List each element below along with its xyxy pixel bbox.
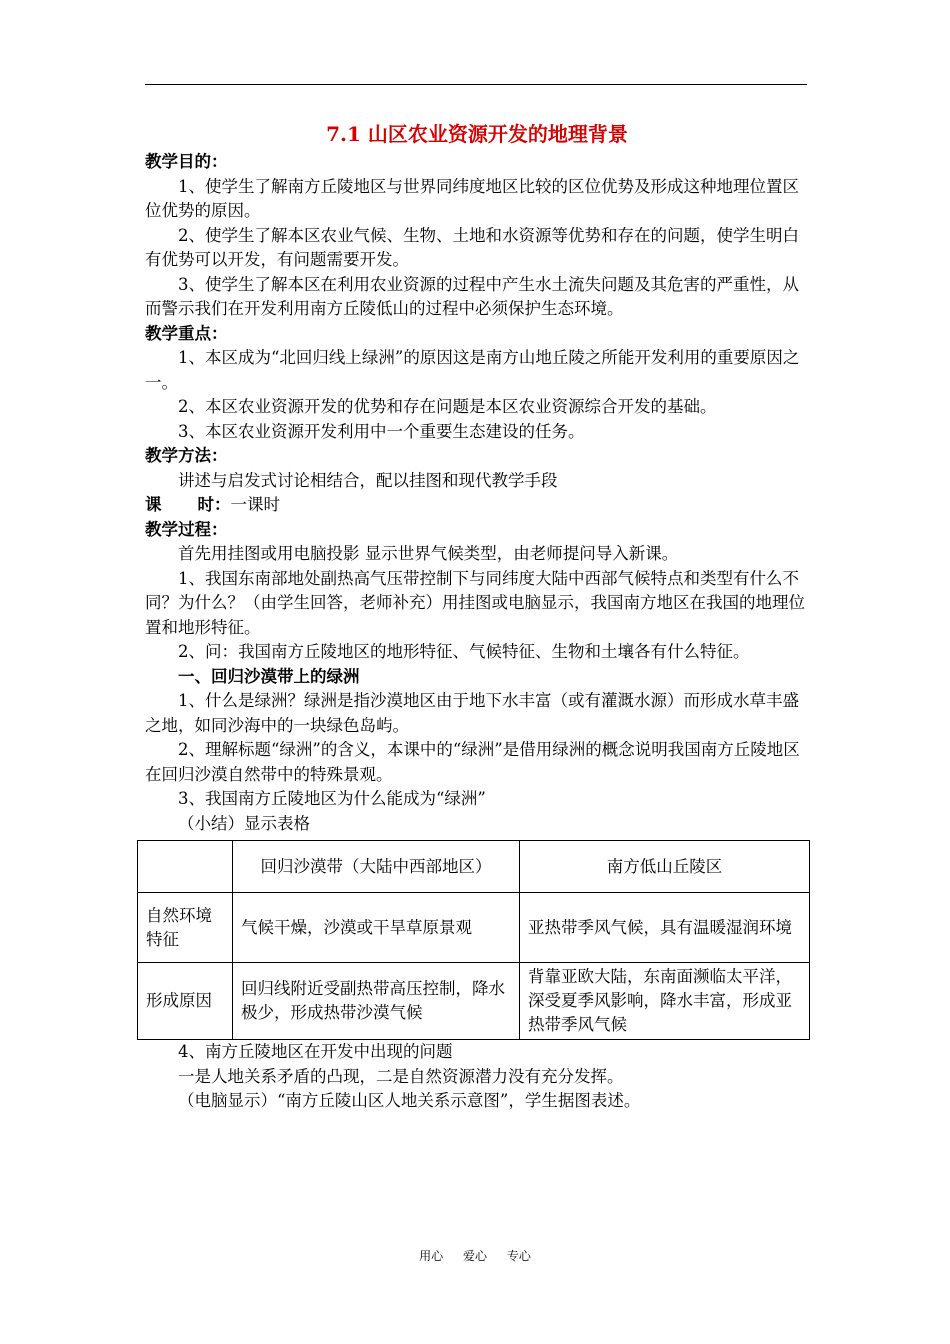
methods-heading: 教学方法： [145,446,228,465]
section1-para: 3、我国南方丘陵地区为什么能成为“绿洲” [178,789,486,808]
table-cell: 自然环境特征 [138,893,233,963]
table-cell: 气候干燥，沙漠或干旱草原景观 [233,893,520,963]
after-table-para: （电脑显示）“南方丘陵山区人地关系示意图”，学生据图表述。 [178,1091,641,1110]
after-table-para: 一是人地关系矛盾的凸现，二是自然资源潜力没有充分发挥。 [178,1066,624,1086]
table-header-cell: 南方低山丘陵区 [520,841,810,893]
document-body [145,120,809,1114]
objective-item: 1、使学生了解南方丘陵地区与世界同纬度地区比较的区位优势及形成这种地理位置区位优势的原因。 [145,176,799,220]
class-hours-label-b: 时： [197,495,231,514]
methods-text: 讲述与启发式讨论相结合，配以挂图和现代教学手段 [178,470,558,490]
table-header-cell [138,841,233,893]
key-point-item: 2、本区农业资源开发的优势和存在问题是本区农业资源综合开发的基础。 [178,397,717,416]
class-hours-line [145,493,809,518]
page-footer [0,1247,950,1264]
footer-text: 爱心 [462,1249,487,1263]
class-hours-value: 一课时 [230,495,280,514]
table-header-cell: 回归沙漠带（大陆中西部地区） [233,841,520,893]
process-heading: 教学过程： [145,519,228,539]
table-row [138,893,810,963]
objective-item: 2、使学生了解本区农业气候、生物、土地和水资源等优势和存在的问题，使学生明白有优势可以开发，有问题需要开发。 [145,225,799,269]
footer-text: 用心 [419,1249,444,1263]
objective-item: 3、使学生了解本区在利用农业资源的过程中产生水土流失问题及其危害的严重性，从而警示我们在开发利用南方丘陵低山的过程中必须保护生态环境。 [145,274,799,318]
table-header-row [138,841,810,893]
table-cell: 亚热带季风气候，具有温暖湿润环境 [520,893,810,963]
objectives-heading: 教学目的： [145,152,228,171]
table-cell: 回归线附近受副热带高压控制，降水极少，形成热带沙漠气候 [233,963,520,1040]
document-title: 7.1 山区农业资源开发的地理背景 [326,122,628,146]
section1-para: 2、理解标题“绿洲”的含义，本课中的“绿洲”是借用绿洲的概念说明我国南方丘陵地区在回归沙漠自然带中的特殊景观。 [145,740,800,784]
table-row [138,963,810,1040]
key-point-item: 1、本区成为“北回归线上绿洲”的原因这是南方山地丘陵之所能开发利用的重要原因之一。 [145,348,800,392]
section1-para: （小结）显示表格 [178,813,310,833]
class-hours-label-a: 课 [145,495,162,514]
after-table-para: 4、南方丘陵地区在开发中出现的问题 [178,1042,453,1061]
table-cell: 背靠亚欧大陆，东南面濒临太平洋，深受夏季风影响，降水丰富，形成亚热带季风气候 [520,963,810,1040]
process-para: 首先用挂图或用电脑投影 显示世界气候类型，由老师提问导入新课。 [178,544,679,563]
key-points-heading: 教学重点： [145,323,228,343]
key-point-item: 3、本区农业资源开发利用中一个重要生态建设的任务。 [178,421,585,441]
process-para: 1、我国东南部地处副热高气压带控制下与同纬度大陆中西部气候特点和类型有什么不同？为什么？（由学生回答，老师补充）用挂图或电脑显示，我国南方地区在我国的地理位置和地形特征。 [145,568,805,637]
section1-heading: 一、回归沙漠带上的绿洲 [178,666,360,686]
process-para: 2、问：我国南方丘陵地区的地形特征、气候特征、生物和土壤各有什么特征。 [178,642,750,661]
table-cell: 形成原因 [138,963,233,1040]
section1-para: 1、什么是绿洲？绿洲是指沙漠地区由于地下水丰富（或有灌溉水源）而形成水草丰盛之地，如同沙海中的一块绿色岛屿。 [145,691,799,735]
footer-text: 专心 [506,1249,531,1263]
comparison-table [137,840,810,1040]
header-rule [145,84,807,85]
